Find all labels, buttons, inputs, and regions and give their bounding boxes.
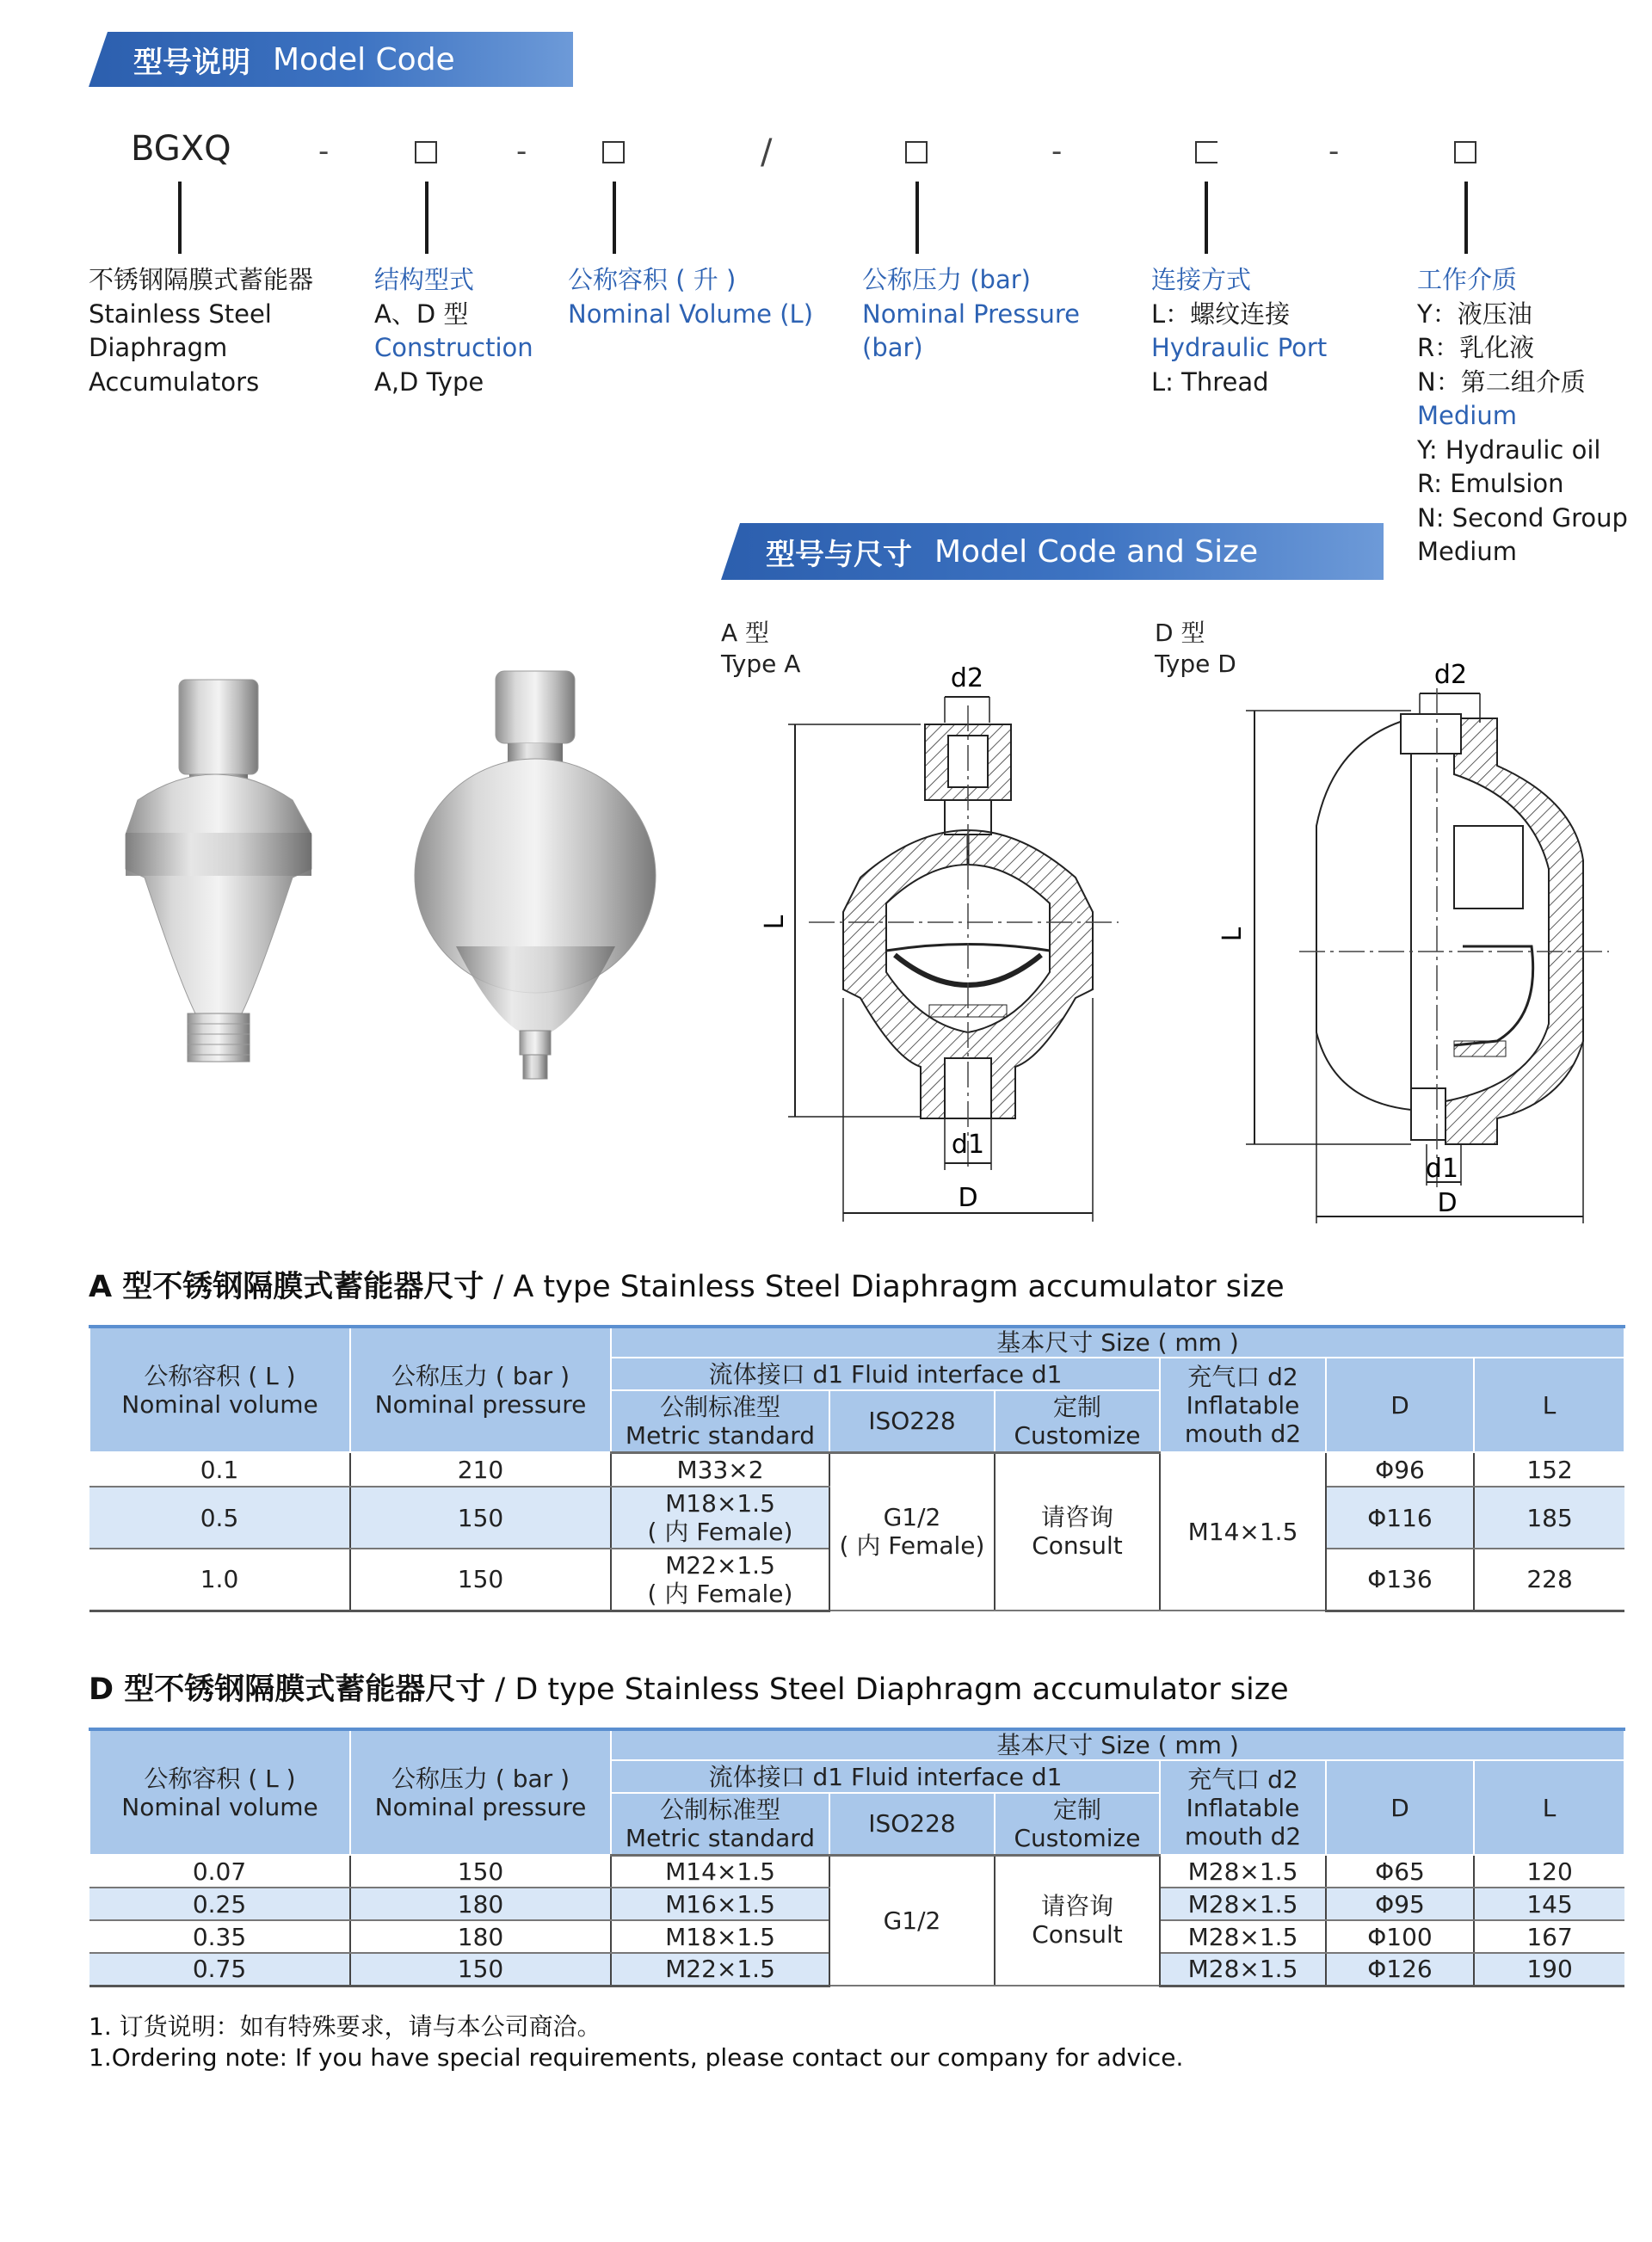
desc-accumulator-en2: Diaphragm (89, 333, 228, 362)
desc-connection-thread-zh: L：螺纹连接 (1151, 299, 1291, 329)
desc-pressure (862, 263, 1080, 366)
model-code-banner (89, 32, 573, 87)
cell-volume: 0.07 (89, 1855, 350, 1888)
cell-d: Φ100 (1326, 1920, 1474, 1953)
th-metric-zh: 公制标准型 (659, 1392, 780, 1421)
desc-connection-thread-en: L: Thread (1151, 366, 1269, 397)
cell-iso-line2: ( 内 Female) (839, 1531, 985, 1561)
th-volume (89, 1729, 350, 1855)
dim-l-d: L (1217, 927, 1248, 942)
desc-medium (1417, 263, 1628, 570)
desc-volume-en: Nominal Volume (L) (568, 299, 814, 329)
desc-volume-zh: 公称容积 ( 升 ) (568, 265, 737, 294)
type-a-en: Type A (721, 650, 801, 678)
dim-d1-d: d1 (1425, 1154, 1459, 1184)
cell-metric-line2: ( 内 Female) (647, 1518, 793, 1546)
cell-volume: 0.25 (89, 1888, 350, 1920)
cell-d: Φ116 (1326, 1487, 1474, 1549)
dim-l-a: L (760, 915, 790, 930)
th-inflate-en1: Inflatable (1186, 1390, 1300, 1420)
cell-metric: M16×1.5 (611, 1888, 829, 1920)
cell-metric (611, 1549, 829, 1611)
desc-medium-zh: 工作介质 (1417, 265, 1518, 294)
th-basic-size: 基本尺寸 Size ( mm ) (611, 1729, 1624, 1760)
type-d-en: Type D (1155, 650, 1236, 678)
pointer-line-connection (1205, 182, 1208, 254)
th-custom (995, 1390, 1160, 1452)
banner-title-en: Model Code (273, 41, 455, 77)
cell-volume: 0.75 (89, 1953, 350, 1986)
cell-pressure: 150 (350, 1953, 611, 1986)
cell-metric: M18×1.5 (611, 1920, 829, 1953)
model-code-prefix: BGXQ (131, 129, 231, 169)
th-d: D (1326, 1358, 1474, 1452)
cell-volume: 0.35 (89, 1920, 350, 1953)
dim-big-d-d: D (1437, 1188, 1458, 1218)
desc-connection-en: Hydraulic Port (1151, 333, 1328, 362)
desc-medium-n-zh: N：第二组介质 (1417, 366, 1586, 397)
th-volume (89, 1327, 350, 1452)
dim-d2-d: d2 (1433, 660, 1468, 690)
cell-pressure: 150 (350, 1487, 611, 1549)
th-fluid-interface: 流体接口 d1 Fluid interface d1 (611, 1760, 1160, 1793)
cell-d: Φ136 (1326, 1549, 1474, 1611)
cell-metric: M22×1.5 (611, 1953, 829, 1986)
cell-pressure: 150 (350, 1549, 611, 1611)
ordering-notes (89, 2011, 1183, 2073)
banner-title-zh: 型号说明 (133, 45, 250, 80)
cell-metric: M33×2 (611, 1452, 829, 1487)
th-iso: ISO228 (829, 1793, 995, 1855)
cell-inflate: M28×1.5 (1160, 1855, 1326, 1888)
type-d-zh: D 型 (1155, 619, 1205, 647)
th-pressure-zh: 公称压力 ( bar ) (391, 1361, 570, 1390)
desc-medium-n-en2: Medium (1417, 537, 1517, 566)
code-dash-3: - (1051, 134, 1063, 169)
desc-pressure-zh: 公称压力 (bar) (862, 265, 1031, 294)
th-pressure-zh: 公称压力 ( bar ) (391, 1764, 570, 1793)
cell-d: Φ65 (1326, 1855, 1474, 1888)
cell-volume: 1.0 (89, 1549, 350, 1611)
desc-medium-en: Medium (1417, 401, 1517, 430)
cell-d: Φ126 (1326, 1953, 1474, 1986)
banner-size-en: Model Code and Size (934, 533, 1259, 570)
cell-volume: 0.1 (89, 1452, 350, 1487)
code-slash: / (761, 132, 773, 172)
table-d-title-en: D type Stainless Steel Diaphragm accumulator size (515, 1672, 1289, 1707)
table-a-title (89, 1263, 1285, 1306)
th-l: L (1474, 1358, 1624, 1452)
cell-custom-line1: 请咨询 (1040, 1892, 1113, 1921)
th-metric-en: Metric standard (625, 1420, 816, 1450)
th-metric (611, 1390, 829, 1452)
cell-inflate: M28×1.5 (1160, 1953, 1326, 1986)
th-custom (995, 1793, 1160, 1855)
cell-l: 228 (1474, 1549, 1624, 1611)
cell-pressure: 180 (350, 1920, 611, 1953)
desc-connection-zh: 连接方式 (1151, 265, 1252, 294)
cell-metric: M14×1.5 (611, 1855, 829, 1888)
desc-construction-type-zh: A、D 型 (374, 299, 469, 329)
th-pressure (350, 1729, 611, 1855)
code-box-volume (602, 141, 625, 163)
pointer-line-pressure (915, 182, 919, 254)
th-inflate (1160, 1358, 1326, 1452)
cell-custom-merged (995, 1452, 1160, 1611)
type-a-zh: A 型 (721, 619, 770, 647)
cell-l: 152 (1474, 1452, 1624, 1487)
th-l: L (1474, 1760, 1624, 1855)
th-inflate-zh: 充气口 d2 (1187, 1362, 1298, 1391)
code-box-construction (415, 141, 437, 163)
desc-pressure-en2: (bar) (862, 333, 923, 362)
desc-accumulator-en1: Stainless Steel (89, 299, 272, 329)
note-en: 1.Ordering note: If you have special requirements, please contact our company for advice. (89, 2043, 1184, 2072)
cell-pressure: 150 (350, 1855, 611, 1888)
code-dash-4: - (1328, 134, 1340, 169)
cell-inflate: M28×1.5 (1160, 1888, 1326, 1920)
cell-inflate-merged: M14×1.5 (1160, 1452, 1326, 1611)
table-a-title-sep: / (493, 1270, 504, 1304)
desc-medium-y-zh: Y：液压油 (1417, 299, 1532, 329)
th-inflate-en2: mouth d2 (1184, 1419, 1302, 1448)
th-pressure (350, 1327, 611, 1452)
th-d: D (1326, 1760, 1474, 1855)
note-zh: 1. 订货说明：如有特殊要求，请与本公司商洽。 (89, 2012, 601, 2041)
code-box-medium (1454, 141, 1476, 163)
model-size-banner (721, 523, 1384, 580)
cell-metric (611, 1487, 829, 1549)
th-custom-zh: 定制 (1052, 1392, 1101, 1421)
th-inflate (1160, 1760, 1326, 1855)
desc-accumulator (89, 263, 313, 399)
table-a (89, 1325, 1625, 1612)
cell-metric-line2: ( 内 Female) (647, 1579, 793, 1608)
cell-iso-line1: G1/2 (883, 1503, 941, 1532)
cell-metric-line1: M18×1.5 (665, 1489, 775, 1518)
banner-size-zh: 型号与尺寸 (766, 537, 912, 572)
th-metric (611, 1793, 829, 1855)
cell-d: Φ96 (1326, 1452, 1474, 1487)
cell-l: 120 (1474, 1855, 1624, 1888)
cell-inflate: M28×1.5 (1160, 1920, 1326, 1953)
cell-l: 190 (1474, 1953, 1624, 1986)
dim-d2-a: d2 (950, 663, 984, 693)
pointer-line-accumulator (178, 182, 182, 254)
desc-medium-r-zh: R：乳化液 (1417, 333, 1535, 362)
th-volume-en: Nominal volume (121, 1389, 318, 1419)
pointer-line-volume (613, 182, 616, 254)
desc-medium-y-en: Y: Hydraulic oil (1417, 434, 1601, 465)
th-iso: ISO228 (829, 1390, 995, 1452)
banner-notch (89, 32, 108, 87)
th-basic-size: 基本尺寸 Size ( mm ) (611, 1327, 1624, 1358)
banner-notch (721, 523, 740, 580)
th-metric-zh: 公制标准型 (659, 1795, 780, 1824)
cell-custom-line2: Consult (1032, 1531, 1123, 1561)
desc-construction-en: Construction (374, 333, 533, 362)
code-box-pressure (905, 141, 928, 163)
desc-medium-r-en: R: Emulsion (1417, 469, 1564, 498)
th-inflate-en2: mouth d2 (1184, 1821, 1302, 1851)
code-dash-2: - (516, 134, 527, 169)
table-a-title-en: A type Stainless Steel Diaphragm accumulator size (513, 1270, 1285, 1304)
th-volume-zh: 公称容积 ( L ) (144, 1361, 296, 1390)
cell-custom-line2: Consult (1032, 1920, 1123, 1949)
type-a-drawing (757, 654, 1119, 1239)
desc-medium-n-en: N: Second Group (1417, 502, 1628, 533)
desc-pressure-en1: Nominal Pressure (862, 299, 1080, 329)
th-inflate-zh: 充气口 d2 (1187, 1765, 1298, 1794)
table-row (89, 1452, 1624, 1487)
desc-connection (1151, 263, 1327, 399)
desc-construction (374, 263, 533, 399)
cell-custom-line1: 请咨询 (1040, 1503, 1113, 1532)
table-a-title-zh: A 型不锈钢隔膜式蓄能器尺寸 (89, 1270, 484, 1304)
desc-accumulator-en3: Accumulators (89, 366, 260, 397)
th-metric-en: Metric standard (625, 1823, 816, 1852)
th-inflate-en1: Inflatable (1186, 1793, 1300, 1822)
dim-big-d-a: D (958, 1183, 978, 1213)
pointer-line-construction (425, 182, 428, 254)
code-dash-1: - (318, 134, 330, 169)
cell-l: 185 (1474, 1487, 1624, 1549)
cell-volume: 0.5 (89, 1487, 350, 1549)
product-photo (86, 654, 688, 1101)
th-volume-zh: 公称容积 ( L ) (144, 1764, 296, 1793)
cell-iso-merged: G1/2 (829, 1855, 995, 1986)
photo-accumulator-d (415, 671, 656, 1079)
th-fluid-interface: 流体接口 d1 Fluid interface d1 (611, 1358, 1160, 1390)
photo-accumulator-a (126, 680, 311, 1062)
dim-d1-a: d1 (951, 1130, 985, 1160)
desc-volume (568, 263, 813, 331)
cell-metric-line1: M22×1.5 (665, 1550, 775, 1580)
cell-d: Φ95 (1326, 1888, 1474, 1920)
th-custom-zh: 定制 (1052, 1795, 1101, 1824)
cell-custom-merged (995, 1855, 1160, 1986)
pointer-line-medium (1464, 182, 1468, 254)
cell-l: 145 (1474, 1888, 1624, 1920)
table-d-title-zh: D 型不锈钢隔膜式蓄能器尺寸 (89, 1672, 486, 1707)
table-row (89, 1855, 1624, 1888)
th-pressure-en: Nominal pressure (374, 1792, 587, 1821)
cell-iso-merged (829, 1452, 995, 1611)
desc-construction-zh: 结构型式 (374, 265, 475, 294)
table-d-title (89, 1666, 1289, 1709)
cell-l: 167 (1474, 1920, 1624, 1953)
cell-pressure: 180 (350, 1888, 611, 1920)
cell-pressure: 210 (350, 1452, 611, 1487)
desc-construction-type-en: A,D Type (374, 366, 484, 397)
th-custom-en: Customize (1014, 1823, 1141, 1852)
th-pressure-en: Nominal pressure (374, 1389, 587, 1419)
th-volume-en: Nominal volume (121, 1792, 318, 1821)
table-d-title-sep: / (495, 1672, 506, 1707)
desc-accumulator-zh: 不锈钢隔膜式蓄能器 (89, 265, 314, 294)
th-custom-en: Customize (1014, 1420, 1141, 1450)
type-d-drawing (1205, 654, 1618, 1239)
code-box-connection (1195, 141, 1217, 163)
table-d (89, 1728, 1625, 1987)
